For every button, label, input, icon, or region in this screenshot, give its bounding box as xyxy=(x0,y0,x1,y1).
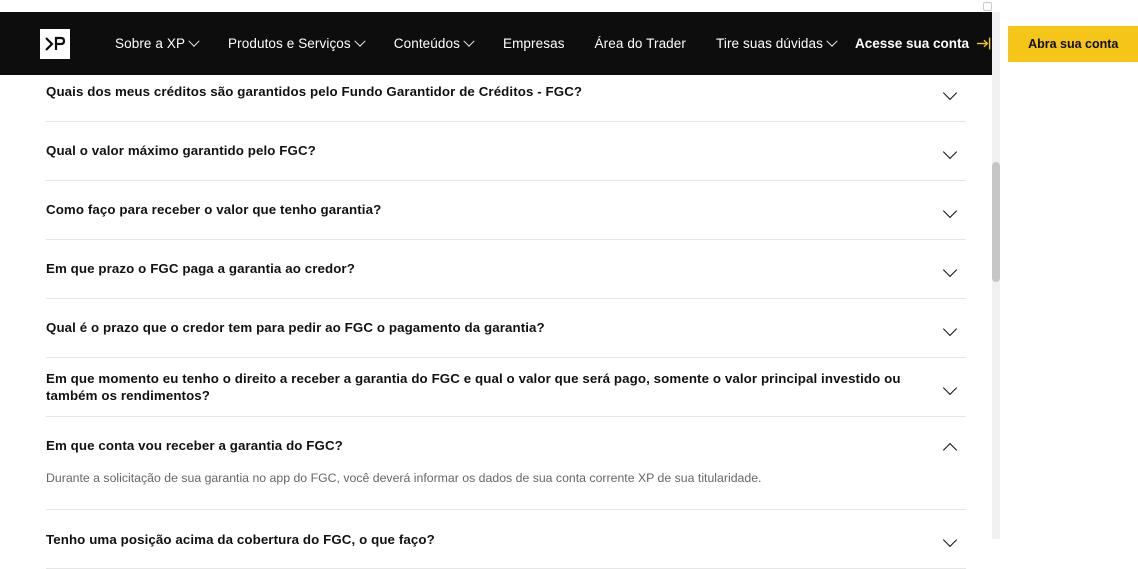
faq-item xyxy=(46,358,966,417)
account-login-label: Acesse sua conta xyxy=(855,36,970,51)
nav-item-label: Empresas xyxy=(502,36,565,51)
window-control-icon[interactable] xyxy=(983,2,992,11)
faq-item-expanded xyxy=(46,417,966,510)
faq-answer: Durante a solicitação de sua garantia no app do FGC, você deverá informar os dados de sua conta corrente XP de sua titularidade. xyxy=(46,471,762,485)
nav-item-label: Área do Trader xyxy=(594,36,686,51)
nav-item-conteudos[interactable] xyxy=(379,36,488,51)
chevron-down-icon[interactable] xyxy=(944,203,958,217)
faq-item-header[interactable] xyxy=(46,181,966,239)
faq-question: Quais dos meus créditos são garantidos pelo Fundo Garantidor de Créditos - FGC? xyxy=(46,84,583,100)
nav-item-label: Conteúdos xyxy=(393,36,460,51)
chevron-down-icon[interactable] xyxy=(944,380,958,394)
chevron-down-icon[interactable] xyxy=(944,85,958,99)
faq-item-header[interactable] xyxy=(46,358,966,416)
chevron-up-icon[interactable] xyxy=(944,439,958,453)
faq-question: Em que momento eu tenho o direito a receber a garantia do FGC e qual o valor que será pago, somente o valor principal investido ou também os rendimentos? xyxy=(46,370,901,403)
faq-item xyxy=(46,63,966,122)
nav-item-tire-suas-duvidas[interactable] xyxy=(701,36,851,51)
open-account-button[interactable]: Abra sua conta xyxy=(1008,26,1138,62)
chevron-down-icon xyxy=(826,35,837,46)
faq-question: Qual o valor máximo garantido pelo FGC? xyxy=(46,143,316,159)
faq-question: Qual é o prazo que o credor tem para pedir ao FGC o pagamento da garantia? xyxy=(46,320,545,336)
xp-logo[interactable] xyxy=(40,29,70,59)
faq-accordion xyxy=(46,63,966,569)
faq-item xyxy=(46,240,966,299)
nav-items xyxy=(100,36,851,51)
nav-item-label: Produtos e Serviços xyxy=(228,36,351,51)
chevron-down-icon[interactable] xyxy=(944,532,958,546)
chevron-down-icon xyxy=(188,35,199,46)
faq-item-header[interactable] xyxy=(46,299,966,357)
faq-item-header[interactable] xyxy=(46,63,966,121)
chevron-down-icon[interactable] xyxy=(944,321,958,335)
page-scrollbar-thumb[interactable] xyxy=(992,162,1000,282)
page-scrollbar-track[interactable] xyxy=(992,12,1000,539)
faq-question: Como faço para receber o valor que tenho garantia? xyxy=(46,202,382,218)
nav-item-sobre-a-xp[interactable] xyxy=(100,36,213,51)
nav-item-label: Sobre a XP xyxy=(115,36,186,51)
chevron-down-icon xyxy=(463,35,474,46)
nav-item-produtos-e-servicos[interactable] xyxy=(213,36,379,51)
faq-section xyxy=(0,75,1000,547)
faq-item-header[interactable] xyxy=(46,417,966,475)
faq-item xyxy=(46,299,966,358)
nav-item-area-do-trader[interactable] xyxy=(580,36,701,51)
nav-item-empresas[interactable] xyxy=(488,36,580,51)
faq-item xyxy=(46,510,966,569)
chevron-down-icon[interactable] xyxy=(944,144,958,158)
faq-item xyxy=(46,181,966,240)
faq-item-header[interactable] xyxy=(46,510,966,568)
login-arrow-icon xyxy=(977,37,992,50)
faq-item xyxy=(46,122,966,181)
nav-item-label: Tire suas dúvidas xyxy=(716,36,823,51)
chevron-down-icon xyxy=(354,35,365,46)
faq-question: Em que conta vou receber a garantia do FGC? xyxy=(46,438,343,454)
faq-question: Em que prazo o FGC paga a garantia ao credor? xyxy=(46,261,355,277)
chevron-down-icon[interactable] xyxy=(944,262,958,276)
faq-item-header[interactable] xyxy=(46,122,966,180)
account-login-link[interactable] xyxy=(855,36,992,51)
faq-question: Tenho uma posição acima da cobertura do FGC, o que faço? xyxy=(46,531,435,547)
faq-item-header[interactable] xyxy=(46,240,966,298)
